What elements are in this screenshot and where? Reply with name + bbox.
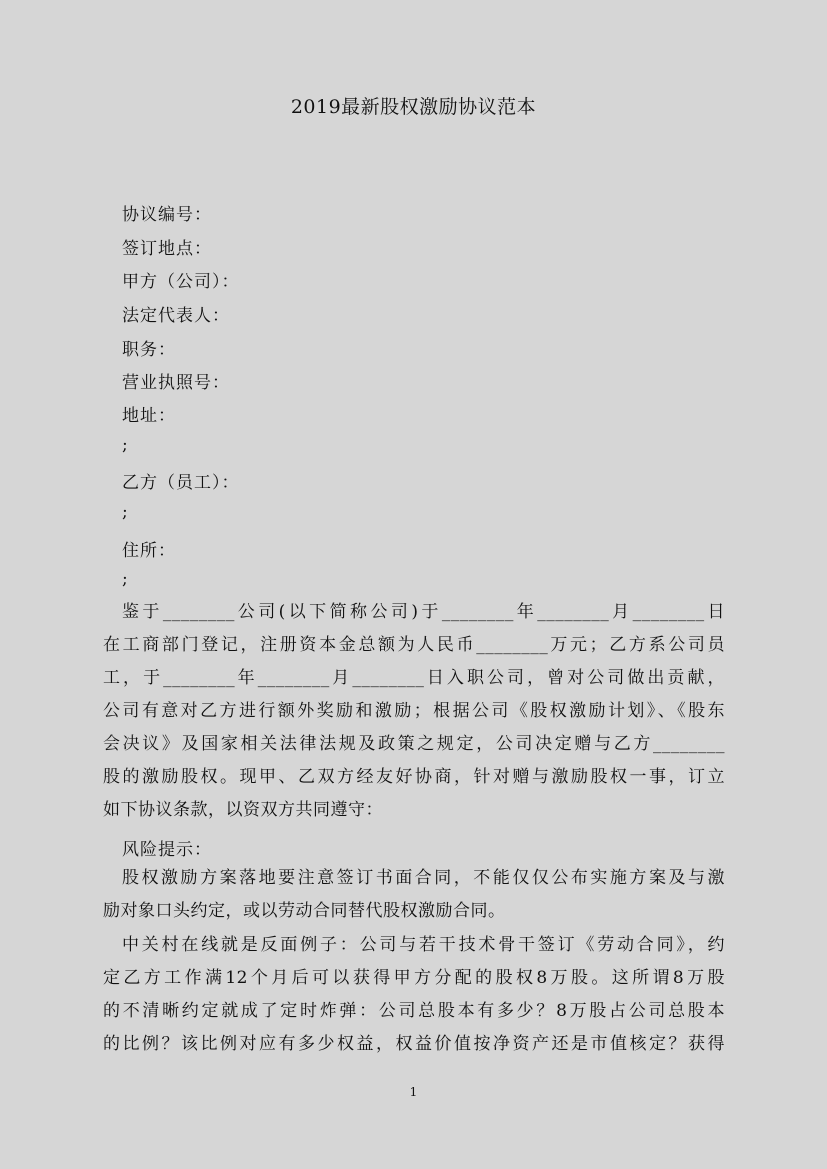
field-position: 职务：: [122, 340, 176, 360]
field-party-b: 乙方（员工）：: [122, 473, 240, 493]
paragraph-line: 中关村在线就是反面例子：公司与若干技术骨干签订《劳动合同》，约: [122, 935, 725, 955]
paragraph-line: 会决议》及国家相关法律法规及政策之规定，公司决定赠与乙方________: [103, 734, 725, 754]
paragraph-preamble: [103, 596, 725, 827]
paragraph-line: 定乙方工作满12个月后可以获得甲方分配的股权8万股。这所谓8万股: [103, 968, 725, 988]
paragraph-risk: [103, 862, 725, 928]
risk-heading: 风险提示：: [122, 840, 212, 860]
paragraph-line: 股的激励股权。现甲、乙双方经友好协商，针对赠与激励股权一事，订立: [103, 767, 725, 787]
field-agreement-number: 协议编号：: [122, 205, 212, 225]
field-party-a: 甲方（公司）：: [122, 272, 240, 292]
field-residence: 住所：: [122, 541, 176, 561]
paragraph-line: 的不清晰约定就成了定时炸弹：公司总股本有多少？8万股占公司总股本: [103, 1001, 725, 1021]
field-separator: ;: [122, 569, 129, 589]
paragraph-line: 股权激励方案落地要注意签订书面合同，不能仅仅公布实施方案及与激: [122, 868, 725, 888]
paragraph-example: [103, 929, 725, 1061]
paragraph-line: 如下协议条款，以资双方共同遵守：: [103, 800, 383, 820]
paragraph-line: 公司有意对乙方进行额外奖励和激励；根据公司《股权激励计划》、《股东: [103, 701, 725, 721]
paragraph-line: 工，于________年________月________日入职公司，曾对公司做出贡献，: [103, 668, 725, 688]
field-separator: ;: [122, 502, 129, 522]
field-signing-place: 签订地点：: [122, 239, 212, 259]
field-business-license: 营业执照号：: [122, 373, 230, 393]
paragraph-line: 励对象口头约定，或以劳动合同替代股权激励合同。: [103, 901, 506, 921]
paragraph-line: 的比例？该比例对应有多少权益，权益价值按净资产还是市值核定？获得: [103, 1034, 725, 1054]
field-address: 地址：: [122, 406, 176, 426]
document-title: 2019最新股权激励协议范本: [290, 96, 537, 118]
field-separator: ;: [122, 435, 129, 455]
paragraph-line: 在工商部门登记，注册资本金总额为人民币________万元；乙方系公司员: [103, 635, 725, 655]
paragraph-line: 鉴于________公司(以下简称公司)于________年________月________日: [122, 602, 725, 622]
page-number: 1: [409, 1085, 418, 1099]
field-legal-representative: 法定代表人：: [122, 306, 230, 326]
